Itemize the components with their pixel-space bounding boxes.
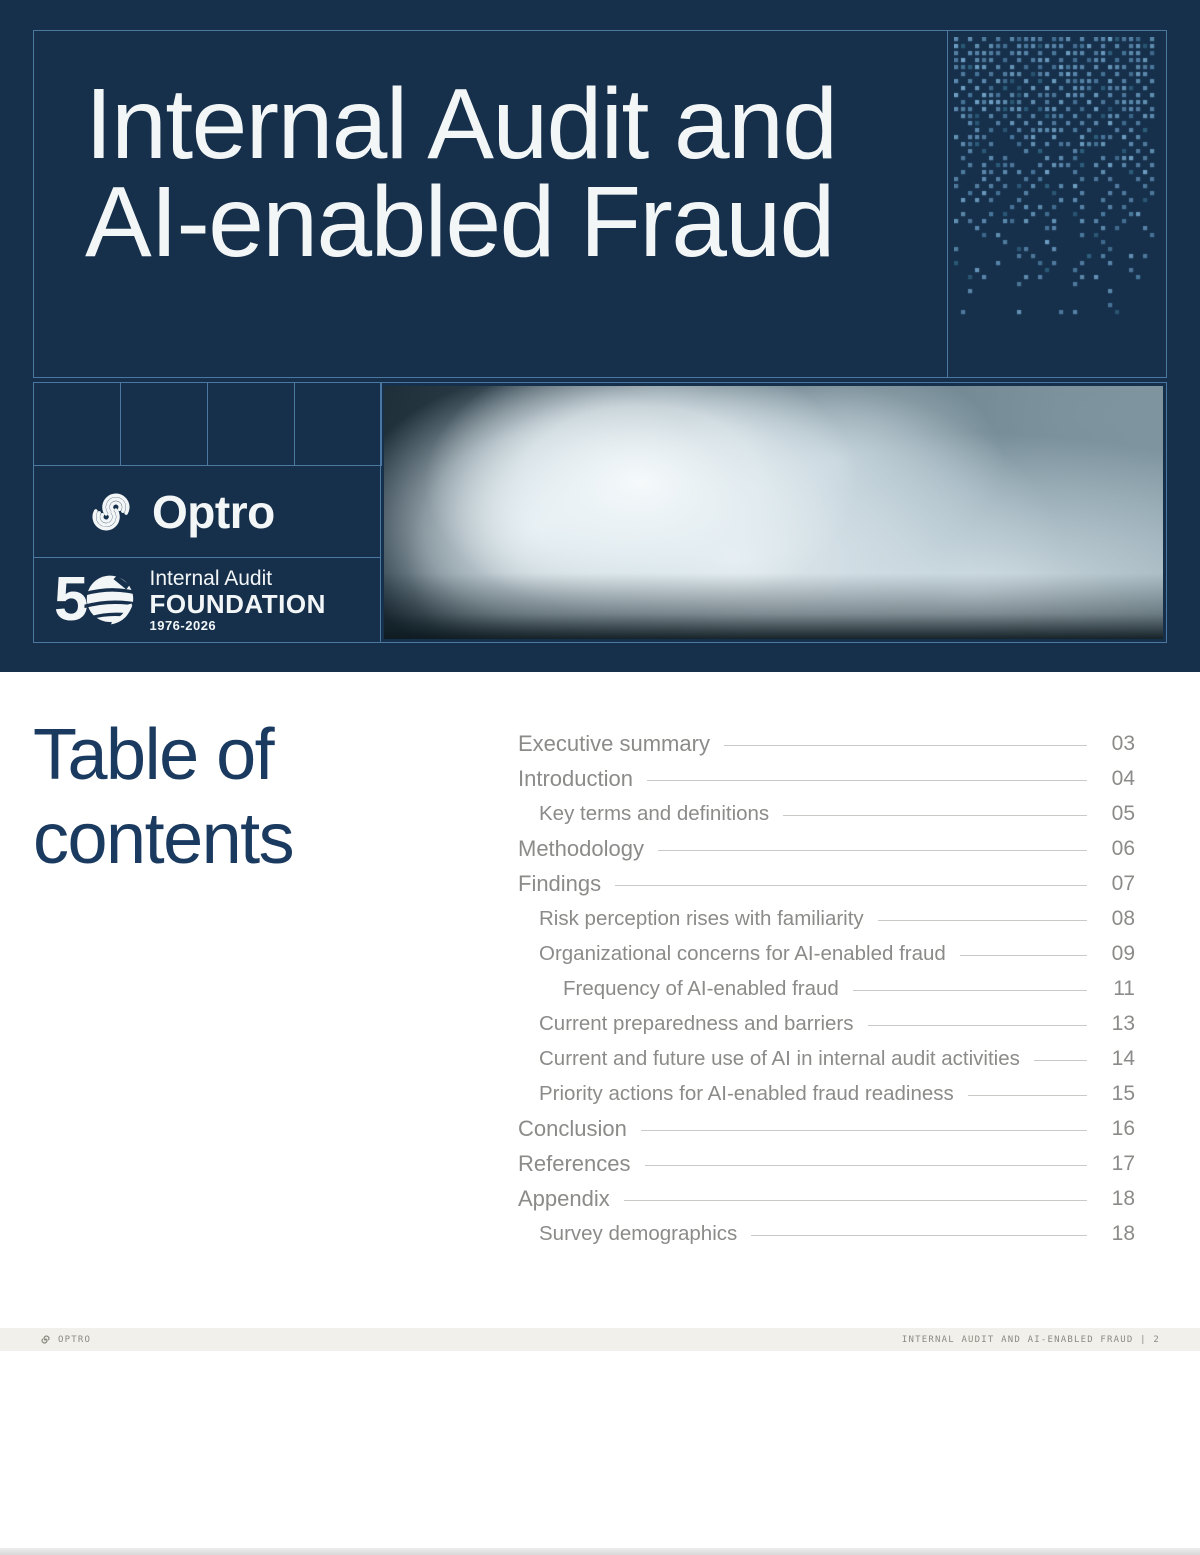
foundation-logo-cell (33, 557, 381, 643)
report-title (85, 68, 837, 278)
grid-cell (33, 382, 121, 466)
toc-leader-line (658, 850, 1087, 851)
toc-leader-line (645, 1165, 1087, 1166)
toc-entry[interactable] (518, 726, 1135, 761)
footer-page-label: INTERNAL AUDIT AND AI-ENABLED FRAUD | 2 (901, 1334, 1160, 1345)
toc-entry-page: 17 (1111, 1151, 1135, 1175)
toc-entry-label: Risk perception rises with familiarity (539, 906, 864, 930)
toc-entry-label: Key terms and definitions (539, 801, 770, 825)
toc-heading-line1: Table of (33, 715, 274, 795)
toc-entry[interactable] (518, 796, 1135, 831)
toc-entry-page: 14 (1111, 1046, 1135, 1070)
ocean-wave-photo (384, 386, 1163, 639)
toc-leader-line (647, 780, 1087, 781)
toc-entry[interactable] (518, 971, 1135, 1006)
page-bottom-edge (0, 1548, 1200, 1555)
foundation-line2: FOUNDATION (149, 588, 326, 619)
footer-brand-label: OPTRO (58, 1334, 92, 1345)
toc-leader-line (783, 815, 1087, 816)
toc-leader-line (960, 955, 1087, 956)
grid-cell (207, 382, 295, 466)
grid-cell (294, 382, 382, 466)
toc-leader-line (1034, 1060, 1087, 1061)
toc-entry[interactable] (518, 901, 1135, 936)
toc-entry-label: Executive summary (518, 730, 710, 756)
toc-entry-page: 16 (1111, 1116, 1135, 1140)
grid-cell (120, 382, 208, 466)
toc-entry[interactable] (518, 761, 1135, 796)
foundation-50-five: 5 (54, 565, 87, 634)
foundation-text (149, 567, 325, 634)
empty-grid-cells (33, 382, 381, 466)
toc-entry-label: Findings (518, 870, 602, 896)
optro-mini-eye-icon (40, 1334, 51, 1345)
foundation-globe-icon (81, 571, 139, 629)
foundation-years: 1976-2026 (149, 617, 217, 633)
toc-heading-line2: contents (33, 799, 294, 879)
toc-entry-page: 03 (1111, 731, 1135, 755)
toc-leader-line (724, 745, 1087, 746)
toc-entry[interactable] (518, 1181, 1135, 1216)
toc-list (518, 726, 1135, 1251)
toc-entry-label: Organizational concerns for AI-enabled fraud (539, 941, 946, 965)
toc-entry[interactable] (518, 1146, 1135, 1181)
toc-entry-page: 05 (1111, 801, 1135, 825)
toc-entry-label: Methodology (518, 835, 644, 861)
toc-leader-line (641, 1130, 1087, 1131)
toc-heading (33, 713, 293, 881)
toc-leader-line (868, 1025, 1088, 1026)
toc-entry-page: 07 (1111, 871, 1135, 895)
toc-entry-label: Survey demographics (539, 1221, 738, 1245)
optro-wordmark: Optro (152, 485, 275, 538)
cover-photo-cell (380, 382, 1167, 643)
toc-entry[interactable] (518, 936, 1135, 971)
toc-entry-page: 08 (1111, 906, 1135, 930)
toc-entry-label: Priority actions for AI-enabled fraud readiness (539, 1081, 954, 1105)
toc-entry[interactable] (518, 831, 1135, 866)
toc-leader-line (853, 990, 1087, 991)
report-title-line2: AI-enabled Fraud (85, 166, 834, 278)
toc-entry-page: 15 (1111, 1081, 1135, 1105)
cover-title-block (33, 30, 1167, 378)
toc-entry-label: Introduction (518, 765, 633, 791)
toc-leader-line (878, 920, 1087, 921)
toc-entry[interactable] (518, 1111, 1135, 1146)
toc-entry-page: 11 (1113, 976, 1135, 1000)
toc-entry-label: Conclusion (518, 1115, 627, 1141)
toc-leader-line (751, 1235, 1087, 1236)
toc-entry-page: 13 (1111, 1011, 1135, 1035)
toc-entry-page: 18 (1111, 1221, 1135, 1245)
toc-entry-page: 04 (1111, 766, 1135, 790)
toc-entry-page: 18 (1111, 1186, 1135, 1210)
toc-entry[interactable] (518, 866, 1135, 901)
toc-entry[interactable] (518, 1006, 1135, 1041)
cover-header (0, 0, 1200, 672)
pixel-dither-decoration (954, 37, 1161, 343)
toc-entry[interactable] (518, 1216, 1135, 1251)
pixel-pattern-panel (947, 31, 1166, 377)
toc-entry-page: 06 (1111, 836, 1135, 860)
foundation-line1: Internal Audit (149, 566, 273, 590)
optro-logo-cell (33, 465, 381, 558)
toc-entry-label: Frequency of AI-enabled fraud (563, 976, 839, 1000)
cover-grid (33, 382, 1167, 643)
toc-entry-label: Current preparedness and barriers (539, 1011, 854, 1035)
toc-leader-line (624, 1200, 1087, 1201)
toc-entry[interactable] (518, 1041, 1135, 1076)
toc-entry-label: Current and future use of AI in internal audit activities (539, 1046, 1020, 1070)
footer-brand (40, 1334, 91, 1345)
toc-entry-page: 09 (1111, 941, 1135, 965)
page-footer (0, 1328, 1200, 1351)
toc-leader-line (968, 1095, 1087, 1096)
toc-leader-line (615, 885, 1087, 886)
optro-eye-swirl-icon (84, 485, 138, 539)
toc-entry[interactable] (518, 1076, 1135, 1111)
report-title-line1: Internal Audit and (85, 68, 837, 180)
toc-entry-label: References (518, 1150, 631, 1176)
toc-entry-label: Appendix (518, 1185, 610, 1211)
